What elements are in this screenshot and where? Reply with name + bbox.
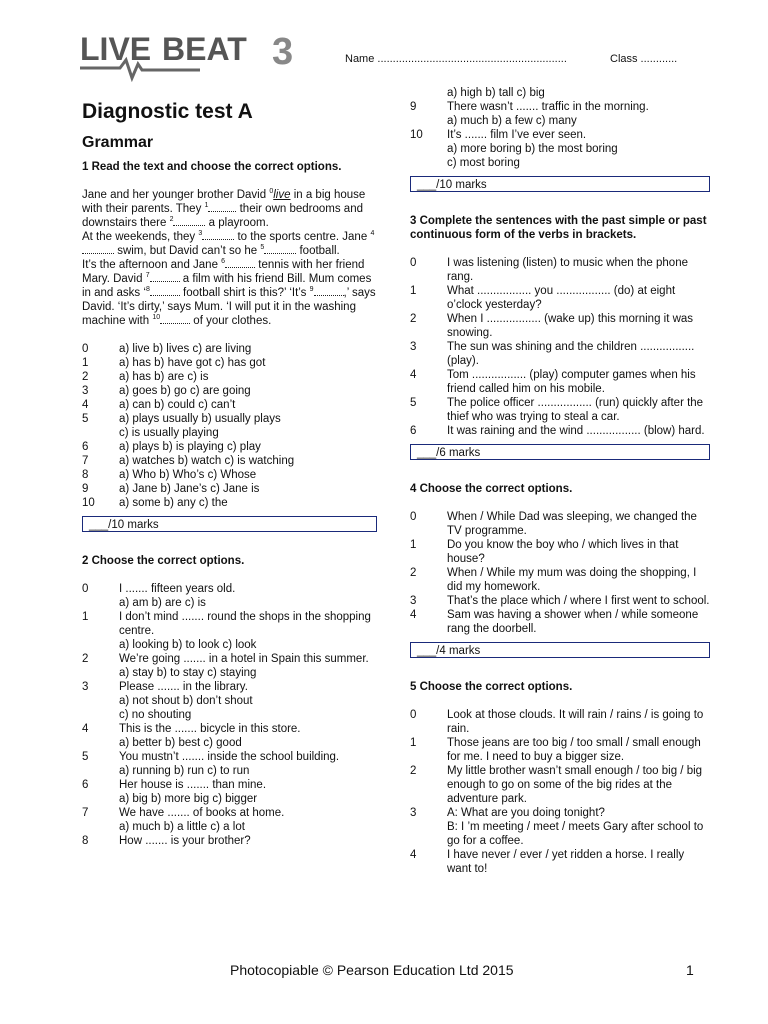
question-line: Look at those clouds. It will rain / rains / is going to rain.	[447, 709, 704, 735]
question-number: 4	[82, 723, 89, 735]
question-item	[410, 284, 710, 312]
logo-beat-text: BEAT	[162, 31, 247, 67]
section1-heading: 1 Read the text and choose the correct options.	[82, 161, 342, 173]
passage-part: swim, but David can’t so he	[114, 245, 261, 257]
question-number	[82, 426, 119, 440]
page-number: 1	[686, 962, 694, 978]
question-line: a) more boring b) the most boring	[447, 143, 618, 155]
question-item	[410, 708, 710, 736]
question-item	[82, 342, 377, 356]
answer-gap[interactable]	[82, 253, 114, 254]
question-line: I don’t mind ....... round the shops in the shopping centre.	[119, 611, 371, 637]
question-number: 0	[82, 343, 89, 355]
question-text[interactable]	[119, 722, 377, 750]
question-line: a) running b) run c) to run	[119, 765, 250, 777]
question-text[interactable]	[447, 510, 710, 538]
question-number: 4	[410, 849, 417, 861]
question-number	[410, 86, 447, 100]
question-text[interactable]	[447, 312, 710, 340]
passage-part: to the sports centre. Jane	[234, 231, 371, 243]
question-text[interactable]	[119, 582, 377, 610]
question-item	[410, 368, 710, 396]
section3-marks-box[interactable]: ___/6 marks	[410, 444, 710, 460]
question-item	[82, 468, 377, 482]
question-item	[82, 652, 377, 680]
question-text[interactable]: a) can b) could c) can’t	[119, 399, 236, 411]
answer-gap[interactable]	[173, 225, 205, 226]
question-text[interactable]	[447, 128, 710, 170]
question-text[interactable]: a) has b) have got c) has got	[119, 357, 266, 369]
question-line: We have ....... of books at home.	[119, 807, 285, 819]
question-item	[410, 312, 710, 340]
question-line: a) high b) tall c) big	[447, 87, 545, 99]
section4-heading: 4 Choose the correct options.	[410, 483, 573, 495]
question-text[interactable]	[447, 608, 710, 636]
gap-number: 0	[269, 188, 274, 196]
question-text[interactable]: a) goes b) go c) are going	[119, 385, 251, 397]
page-title: Diagnostic test A	[82, 100, 253, 123]
question-number: 1	[82, 357, 89, 369]
question-item	[82, 806, 377, 834]
question-line: There wasn’t ....... traffic in the morning.	[447, 101, 649, 113]
section1-passage	[82, 188, 377, 328]
passage-part: ,’ says David. ‘It’s dirty,’ says Mum. ‘I will put it in the washing machine with	[82, 287, 376, 327]
answer-gap[interactable]	[264, 253, 296, 254]
question-number: 6	[82, 441, 89, 453]
answer-gap[interactable]	[202, 239, 234, 240]
class-field[interactable]: Class ............	[610, 53, 678, 65]
question-line: We’re going ....... in a hotel in Spain this summer.	[119, 653, 369, 665]
section3-items	[410, 256, 710, 438]
question-line: Sam was having a shower when / while someone rang the doorbell.	[447, 609, 699, 635]
question-item	[82, 496, 377, 510]
gap-number: 4	[370, 230, 375, 238]
question-number: 0	[410, 709, 417, 721]
question-item	[82, 834, 377, 848]
question-item	[410, 566, 710, 594]
question-item	[410, 100, 710, 128]
question-number: 5	[410, 397, 417, 409]
question-line: Please ....... in the library.	[119, 681, 248, 693]
question-line: That’s the place which / where I first went to school.	[447, 595, 710, 607]
section4-marks-box[interactable]: ___/4 marks	[410, 642, 710, 658]
passage-part: football.	[296, 245, 340, 257]
passage-part: a playroom.	[205, 217, 269, 229]
question-item	[410, 608, 710, 636]
question-number: 2	[410, 765, 417, 777]
passage-part: their own bedrooms and downstairs there	[82, 203, 363, 229]
answer-gap[interactable]	[150, 295, 180, 296]
question-line: When / While Dad was sleeping, we changed the TV programme.	[447, 511, 697, 537]
gap-number: 6	[221, 258, 226, 266]
question-line: The sun was shining and the children ................. (play).	[447, 341, 695, 367]
question-text[interactable]	[447, 256, 710, 284]
question-text[interactable]	[447, 764, 710, 806]
question-item	[410, 396, 710, 424]
question-number: 8	[82, 469, 89, 481]
question-item	[82, 680, 377, 722]
question-number: 3	[410, 595, 417, 607]
answer-gap[interactable]	[208, 211, 236, 212]
passage-part: Jane and her younger brother David	[82, 189, 270, 201]
section-subtitle: Grammar	[82, 134, 154, 151]
question-item	[82, 722, 377, 750]
question-item	[410, 86, 710, 100]
passage-part: tennis with her friend Mary. David	[82, 259, 365, 285]
question-line: The police officer ................. (run) quickly after the thief who was trying to steal a car.	[447, 397, 704, 423]
question-text[interactable]	[119, 778, 377, 806]
section2-marks-box[interactable]: ___/10 marks	[410, 176, 710, 192]
question-line: B: I ’m meeting / meet / meets Gary after school to go for a coffee.	[447, 821, 704, 847]
question-text[interactable]: a) watches b) watch c) is watching	[119, 455, 295, 467]
question-text[interactable]	[447, 848, 710, 876]
question-text[interactable]	[447, 594, 710, 608]
section1-marks-box[interactable]: ___/10 marks	[82, 516, 377, 532]
question-item	[410, 848, 710, 876]
gap-number: 1	[204, 202, 209, 210]
question-line: I was listening (listen) to music when the phone rang.	[447, 257, 688, 283]
passage-part: of your clothes.	[190, 315, 272, 327]
gap-number: 3	[198, 230, 203, 238]
gap-number: 10	[152, 314, 161, 322]
question-item	[82, 426, 377, 440]
gap-number: 7	[145, 272, 150, 280]
question-text[interactable]: a) live b) lives c) are living	[119, 343, 252, 355]
question-line: Tom ................. (play) computer games when his friend called him on his mobile.	[447, 369, 696, 395]
question-line: It’s ....... film I’ve ever seen.	[447, 129, 587, 141]
question-line: My little brother wasn’t small enough / too big / big enough to go on some of the big rides at the adventure park.	[447, 765, 703, 805]
question-line: a) much b) a little c) a lot	[119, 821, 245, 833]
section1-options	[82, 342, 377, 510]
answer-gap[interactable]	[160, 323, 190, 324]
question-number: 8	[82, 835, 89, 847]
passage-part: a film with his friend Bill. Mum comes in and asks ‘	[82, 273, 372, 299]
question-item	[82, 454, 377, 468]
question-line: This is the ....... bicycle in this store.	[119, 723, 301, 735]
question-number: 7	[82, 807, 89, 819]
name-field[interactable]: Name ..............................................................	[345, 53, 567, 65]
answer-gap[interactable]	[150, 281, 180, 282]
question-line: You mustn’t ....... inside the school building.	[119, 751, 340, 763]
section5-heading: 5 Choose the correct options.	[410, 681, 573, 693]
question-text[interactable]	[447, 424, 710, 438]
question-number: 0	[410, 257, 417, 269]
question-number: 2	[410, 313, 417, 325]
question-text[interactable]	[447, 368, 710, 396]
question-text[interactable]	[447, 100, 710, 128]
question-number: 1	[410, 539, 417, 551]
answer-gap[interactable]	[225, 267, 255, 268]
section2-items	[82, 582, 377, 848]
question-line: c) no shouting	[119, 709, 192, 721]
question-line: a) not shout b) don’t shout	[119, 695, 253, 707]
question-line: How ....... is your brother?	[119, 835, 251, 847]
section4-items	[410, 510, 710, 636]
section5-items	[410, 708, 710, 876]
question-item	[410, 340, 710, 368]
question-text[interactable]: a) Who b) Who’s c) Whose	[119, 469, 257, 481]
question-item	[410, 510, 710, 538]
question-text[interactable]	[447, 538, 710, 566]
question-text[interactable]: a) some b) any c) the	[119, 497, 228, 509]
question-line: When / While my mum was doing the shopping, I did my homework.	[447, 567, 697, 593]
question-number: 6	[82, 779, 89, 791]
question-text[interactable]	[447, 396, 710, 424]
question-item	[410, 256, 710, 284]
example-answer: live	[273, 189, 291, 201]
right-column	[410, 86, 710, 876]
question-line: a) looking b) to look c) look	[119, 639, 257, 651]
question-text[interactable]	[119, 750, 377, 778]
left-column	[82, 160, 377, 848]
answer-gap[interactable]	[314, 295, 344, 296]
question-item	[82, 398, 377, 412]
question-item	[410, 806, 710, 848]
question-text[interactable]	[119, 652, 377, 680]
question-text[interactable]	[447, 340, 710, 368]
section2-heading: 2 Choose the correct options.	[82, 555, 245, 567]
logo-3-text: 3	[272, 31, 294, 73]
question-item	[82, 778, 377, 806]
gap-number: 5	[260, 244, 265, 252]
gap-number: 9	[309, 286, 314, 294]
question-text[interactable]	[119, 610, 377, 652]
question-line: a) much b) a few c) many	[447, 115, 577, 127]
question-text[interactable]	[447, 736, 710, 764]
question-item	[410, 538, 710, 566]
question-item	[82, 370, 377, 384]
passage-part: in a big house with their parents. They	[82, 189, 366, 215]
question-text[interactable]: a) Jane b) Jane’s c) Jane is	[119, 483, 260, 495]
question-number: 10	[82, 497, 95, 509]
passage-part: football shirt is this?’ ‘It’s	[179, 287, 310, 299]
question-line: When I ................. (wake up) this morning it was snowing.	[447, 313, 694, 339]
passage-part: At the weekends, they	[82, 231, 199, 243]
question-item	[410, 424, 710, 438]
question-line: a) big b) more big c) bigger	[119, 793, 258, 805]
question-item	[82, 440, 377, 454]
question-item	[82, 610, 377, 652]
passage-part: It’s the afternoon and Jane	[82, 259, 222, 271]
gap-number: 8	[145, 286, 150, 294]
question-text[interactable]	[119, 680, 377, 722]
question-line: A: What are you doing tonight?	[447, 807, 605, 819]
question-number: 3	[410, 341, 417, 353]
question-number: 1	[410, 285, 417, 297]
question-line: a) am b) are c) is	[119, 597, 206, 609]
question-line: Her house is ....... than mine.	[119, 779, 267, 791]
question-item	[82, 384, 377, 398]
question-line: c) most boring	[447, 157, 520, 169]
question-number: 7	[82, 455, 89, 467]
question-number: 2	[82, 653, 89, 665]
section2-continued-items	[410, 86, 710, 170]
question-item	[82, 582, 377, 610]
question-item	[82, 412, 377, 426]
question-number: 0	[410, 511, 417, 523]
question-line: It was raining and the wind ................. (blow) hard.	[447, 425, 705, 437]
question-number: 5	[82, 751, 89, 763]
question-text[interactable]: a) plays b) is playing c) play	[119, 441, 261, 453]
question-number: 1	[82, 611, 89, 623]
question-number: 0	[82, 583, 89, 595]
question-number: 4	[82, 399, 89, 411]
question-item	[82, 750, 377, 778]
question-item	[410, 594, 710, 608]
logo-live-text: LIVE	[80, 31, 152, 67]
question-item	[82, 482, 377, 496]
question-text[interactable]	[119, 806, 377, 834]
question-line: I have never / ever / yet ridden a horse. I really want to!	[447, 849, 685, 875]
question-line: What ................. you ................. (do) at eight o’clock yesterday?	[447, 285, 676, 311]
question-line: Do you know the boy who / which lives in that house?	[447, 539, 679, 565]
question-text[interactable]	[447, 806, 710, 848]
question-number: 6	[410, 425, 417, 437]
question-text[interactable]	[119, 834, 377, 848]
question-number: 2	[82, 371, 89, 383]
live-beat-3-logo	[80, 30, 302, 82]
question-text[interactable]: c) is usually playing	[119, 427, 219, 439]
question-number: 5	[82, 413, 89, 425]
question-number: 9	[410, 101, 417, 113]
question-text[interactable]: a) plays usually b) usually plays	[119, 413, 281, 425]
question-text[interactable]	[447, 284, 710, 312]
question-text[interactable]	[447, 708, 710, 736]
question-line: I ....... fifteen years old.	[119, 583, 236, 595]
question-number: 3	[82, 385, 89, 397]
question-number: 10	[410, 129, 423, 141]
question-item	[410, 736, 710, 764]
gap-number: 2	[169, 216, 174, 224]
question-item	[82, 356, 377, 370]
question-item	[410, 764, 710, 806]
question-line: a) better b) best c) good	[119, 737, 242, 749]
footer-copyright: Photocopiable © Pearson Education Ltd 2015	[230, 962, 514, 978]
question-line: Those jeans are too big / too small / small enough for me. I need to buy a bigger size.	[447, 737, 701, 763]
question-number: 4	[410, 609, 417, 621]
section3-heading: 3 Complete the sentences with the past simple or past continuous form of the verbs in brackets.	[410, 215, 707, 241]
question-number: 3	[82, 681, 89, 693]
question-item	[410, 128, 710, 170]
question-number: 9	[82, 483, 89, 495]
question-text[interactable]: a) has b) are c) is	[119, 371, 209, 383]
question-text[interactable]	[447, 566, 710, 594]
question-number: 4	[410, 369, 417, 381]
question-number: 1	[410, 737, 417, 749]
question-number: 2	[410, 567, 417, 579]
question-line: a) stay b) to stay c) staying	[119, 667, 257, 679]
question-text[interactable]	[447, 86, 710, 100]
question-number: 3	[410, 807, 417, 819]
